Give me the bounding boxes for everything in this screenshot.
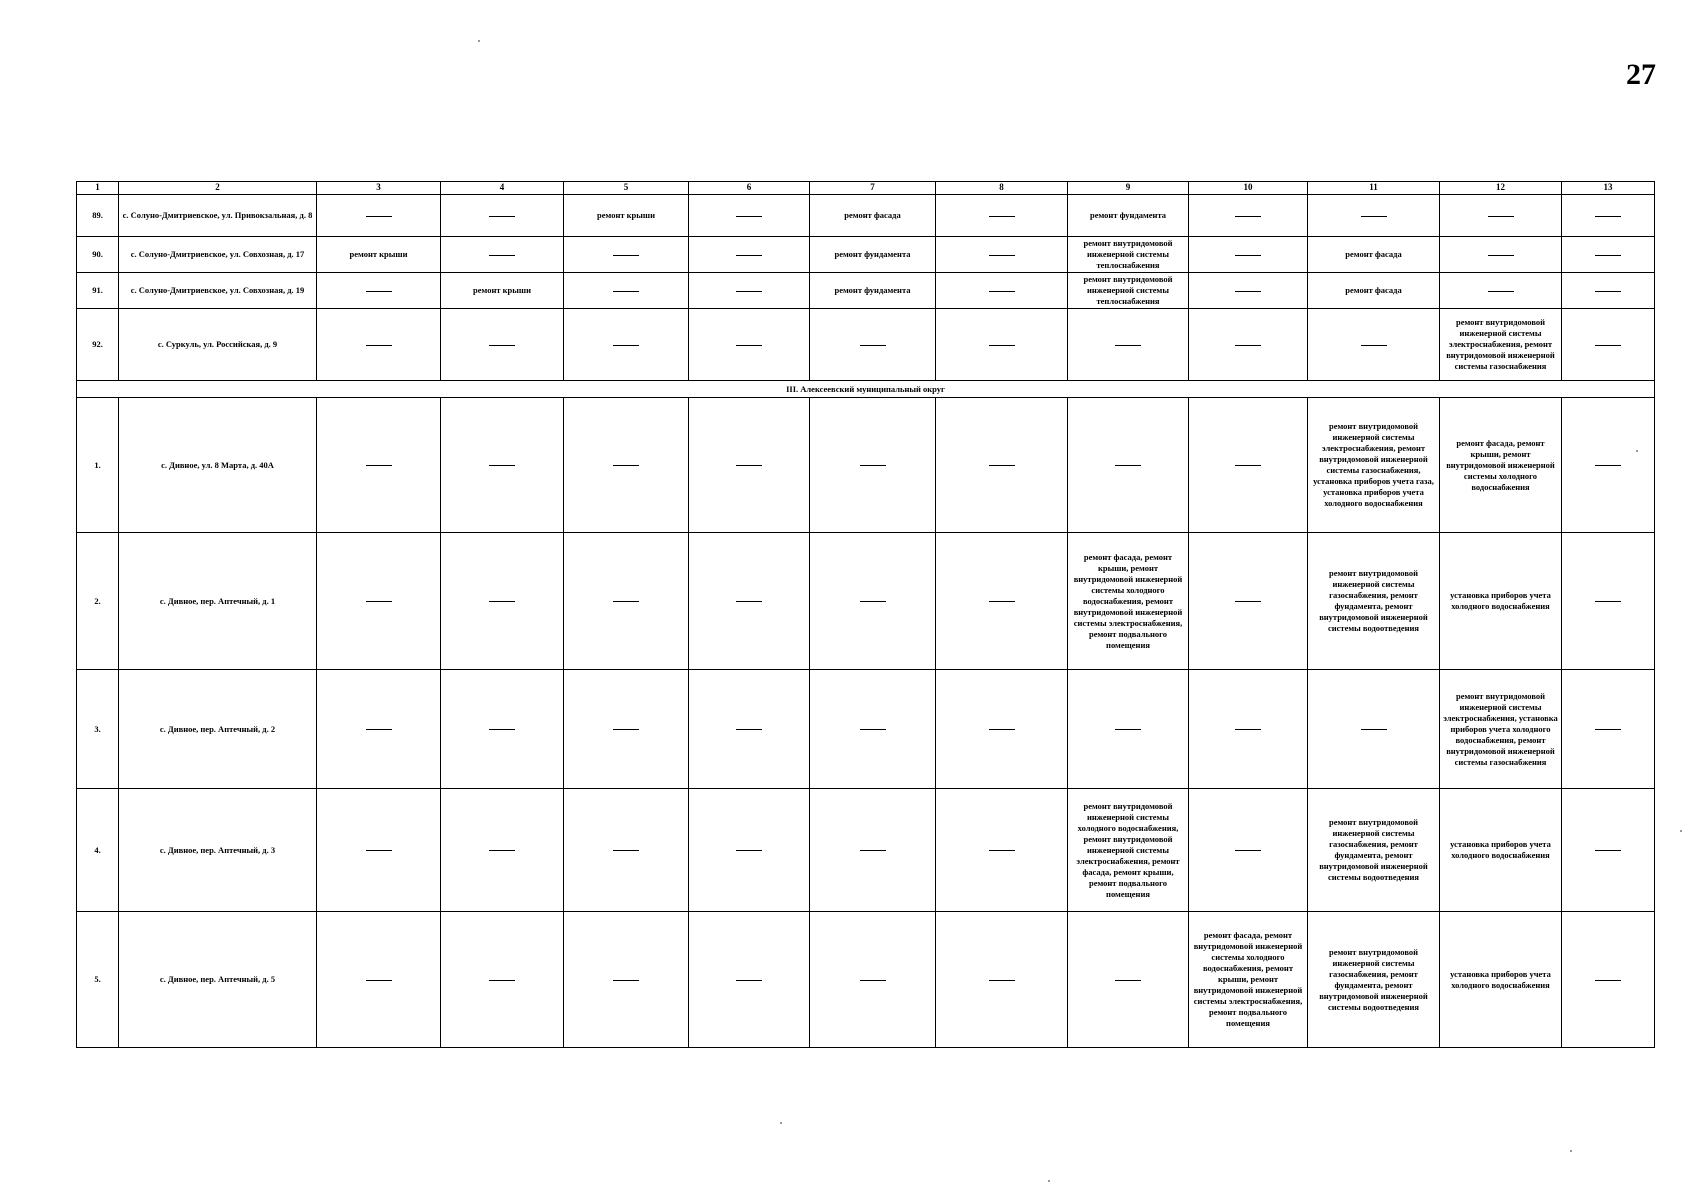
section-row [77,381,1655,398]
dash-mark [989,601,1015,602]
address-cell: с. Солуно-Дмитриевское, ул. Совхозная, д. 19 [119,273,317,309]
empty-cell [1189,398,1308,533]
empty-cell [689,309,810,381]
row-number: 4. [77,789,119,912]
empty-cell [1562,670,1655,789]
dash-mark [366,345,392,346]
column-header: 3 [317,182,441,195]
table-row [77,912,1655,1048]
dash-mark [613,465,639,466]
column-header: 1 [77,182,119,195]
dash-mark [736,255,762,256]
empty-cell [1308,670,1440,789]
dash-mark [736,345,762,346]
empty-cell [1440,195,1562,237]
dash-mark [613,980,639,981]
empty-cell [1562,237,1655,273]
empty-cell [936,273,1068,309]
empty-cell [1562,398,1655,533]
dash-mark [489,601,515,602]
dash-mark [1361,216,1387,217]
table-row [77,309,1655,381]
empty-cell [564,309,689,381]
empty-cell [810,533,936,670]
dash-mark [1235,465,1261,466]
dash-mark [366,465,392,466]
dash-mark [1235,729,1261,730]
dash-mark [1235,601,1261,602]
table-body-part2 [77,398,1655,1048]
empty-cell [689,789,810,912]
empty-cell [1068,398,1189,533]
empty-cell [1189,237,1308,273]
column-header: 11 [1308,182,1440,195]
empty-cell [936,789,1068,912]
work-type-cell: ремонт внутридомовой инженерной системы газоснабжения, ремонт фундамента, ремонт внутридомовой инженерной системы водоотведения [1308,912,1440,1048]
dash-mark [1488,291,1514,292]
empty-cell [441,237,564,273]
scan-speck [1570,1150,1572,1152]
empty-cell [936,195,1068,237]
row-number: 92. [77,309,119,381]
empty-cell [1068,912,1189,1048]
column-number-header-row [77,182,1655,195]
dash-mark [860,850,886,851]
empty-cell [936,912,1068,1048]
dash-mark [1595,601,1621,602]
column-header: 5 [564,182,689,195]
empty-cell [441,195,564,237]
empty-cell [1562,273,1655,309]
dash-mark [736,601,762,602]
dash-mark [613,291,639,292]
dash-mark [1115,980,1141,981]
empty-cell [936,237,1068,273]
page-number: 27 [1626,58,1656,91]
column-header: 12 [1440,182,1562,195]
table-row [77,195,1655,237]
address-cell: с. Дивное, ул. 8 Марта, д. 40А [119,398,317,533]
work-type-cell: ремонт фасада [1308,237,1440,273]
row-number: 5. [77,912,119,1048]
address-cell: с. Суркуль, ул. Российская, д. 9 [119,309,317,381]
empty-cell [936,670,1068,789]
column-header: 13 [1562,182,1655,195]
dash-mark [860,601,886,602]
empty-cell [564,533,689,670]
empty-cell [564,273,689,309]
work-type-cell: ремонт фасада, ремонт крыши, ремонт внутридомовой инженерной системы холодного водоснабжения [1440,398,1562,533]
dash-mark [1235,291,1261,292]
empty-cell [1068,670,1189,789]
empty-cell [1189,533,1308,670]
dash-mark [366,729,392,730]
empty-cell [936,398,1068,533]
row-number: 90. [77,237,119,273]
dash-mark [989,216,1015,217]
dash-mark [989,850,1015,851]
empty-cell [564,912,689,1048]
address-cell: с. Солуно-Дмитриевское, ул. Совхозная, д. 17 [119,237,317,273]
address-cell: с. Дивное, пер. Аптечный, д. 3 [119,789,317,912]
empty-cell [689,912,810,1048]
empty-cell [317,195,441,237]
dash-mark [736,216,762,217]
address-cell: с. Солуно-Дмитриевское, ул. Привокзальная, д. 8 [119,195,317,237]
address-cell: с. Дивное, пер. Аптечный, д. 5 [119,912,317,1048]
empty-cell [564,237,689,273]
dash-mark [366,601,392,602]
empty-cell [1308,309,1440,381]
dash-mark [1595,729,1621,730]
empty-cell [441,789,564,912]
dash-mark [989,729,1015,730]
empty-cell [689,398,810,533]
dash-mark [489,465,515,466]
dash-mark [1361,345,1387,346]
dash-mark [1115,345,1141,346]
empty-cell [1189,670,1308,789]
dash-mark [489,216,515,217]
dash-mark [1595,291,1621,292]
dash-mark [736,465,762,466]
empty-cell [1562,195,1655,237]
dash-mark [1115,729,1141,730]
dash-mark [1115,465,1141,466]
empty-cell [441,670,564,789]
empty-cell [317,912,441,1048]
empty-cell [564,670,689,789]
scan-speck [780,1122,782,1124]
work-type-cell: ремонт крыши [441,273,564,309]
empty-cell [810,789,936,912]
table-body-part1 [77,195,1655,381]
work-type-cell: ремонт внутридомовой инженерной системы электроснабжения, установка приборов учета холодного водоснабжения, ремонт внутридомовой инженерной системы газоснабжения [1440,670,1562,789]
work-type-cell: установка приборов учета холодного водоснабжения [1440,533,1562,670]
dash-mark [736,729,762,730]
table-row [77,533,1655,670]
scan-speck [1048,1180,1050,1182]
dash-mark [613,345,639,346]
empty-cell [810,398,936,533]
address-cell: с. Дивное, пер. Аптечный, д. 1 [119,533,317,670]
work-type-cell: ремонт внутридомовой инженерной системы теплоснабжения [1068,237,1189,273]
empty-cell [317,789,441,912]
dash-mark [366,850,392,851]
empty-cell [1308,195,1440,237]
dash-mark [860,729,886,730]
empty-cell [936,309,1068,381]
dash-mark [366,980,392,981]
empty-cell [441,398,564,533]
dash-mark [489,850,515,851]
scan-speck [1680,830,1682,832]
empty-cell [317,670,441,789]
row-number: 3. [77,670,119,789]
scan-speck [1636,450,1638,452]
table-row [77,273,1655,309]
column-header: 6 [689,182,810,195]
work-type-cell: ремонт фундамента [810,237,936,273]
empty-cell [1068,309,1189,381]
empty-cell [317,398,441,533]
column-header: 10 [1189,182,1308,195]
empty-cell [1189,273,1308,309]
empty-cell [441,533,564,670]
dash-mark [989,345,1015,346]
empty-cell [810,912,936,1048]
work-type-cell: ремонт фасада, ремонт крыши, ремонт внутридомовой инженерной системы холодного водоснабжения, ремонт внутридомовой инженерной системы электроснабжения, ремонт подвального помещения [1068,533,1189,670]
row-number: 91. [77,273,119,309]
dash-mark [989,255,1015,256]
row-number: 89. [77,195,119,237]
empty-cell [936,533,1068,670]
dash-mark [736,980,762,981]
empty-cell [441,912,564,1048]
dash-mark [1361,729,1387,730]
work-type-cell: ремонт внутридомовой инженерной системы электроснабжения, ремонт внутридомовой инженерной системы газоснабжения, установка приборов учета газа, установка приборов учета холодного водоснабжения [1308,398,1440,533]
dash-mark [613,729,639,730]
empty-cell [1562,309,1655,381]
empty-cell [689,670,810,789]
work-type-cell: ремонт внутридомовой инженерной системы электроснабжения, ремонт внутридомовой инженерной системы газоснабжения [1440,309,1562,381]
work-type-cell: установка приборов учета холодного водоснабжения [1440,789,1562,912]
dash-mark [1595,255,1621,256]
dash-mark [489,980,515,981]
table-row [77,398,1655,533]
table-row [77,789,1655,912]
work-type-cell: ремонт фундамента [810,273,936,309]
empty-cell [1189,195,1308,237]
column-header: 2 [119,182,317,195]
work-type-cell: ремонт внутридомовой инженерной системы газоснабжения, ремонт фундамента, ремонт внутридомовой инженерной системы водоотведения [1308,533,1440,670]
column-header: 8 [936,182,1068,195]
dash-mark [366,291,392,292]
section-title: III. Алексеевский муниципальный округ [77,381,1655,398]
dash-mark [860,345,886,346]
empty-cell [1189,789,1308,912]
empty-cell [1189,309,1308,381]
empty-cell [441,309,564,381]
work-type-cell: ремонт фасада [1308,273,1440,309]
empty-cell [564,789,689,912]
dash-mark [860,980,886,981]
work-type-cell: ремонт фасада, ремонт внутридомовой инженерной системы холодного водоснабжения, ремонт крыши, ремонт внутридомовой инженерной системы электроснабжения, ремонт подвального помещения [1189,912,1308,1048]
dash-mark [736,850,762,851]
dash-mark [613,601,639,602]
row-number: 2. [77,533,119,670]
work-type-cell: ремонт внутридомовой инженерной системы газоснабжения, ремонт фундамента, ремонт внутридомовой инженерной системы водоотведения [1308,789,1440,912]
dash-mark [489,255,515,256]
dash-mark [1235,216,1261,217]
empty-cell [689,273,810,309]
work-type-cell: установка приборов учета холодного водоснабжения [1440,912,1562,1048]
empty-cell [810,309,936,381]
empty-cell [317,309,441,381]
empty-cell [1562,789,1655,912]
work-type-cell: ремонт крыши [317,237,441,273]
dash-mark [489,345,515,346]
work-type-cell: ремонт внутридомовой инженерной системы теплоснабжения [1068,273,1189,309]
dash-mark [613,255,639,256]
dash-mark [1235,255,1261,256]
dash-mark [1235,345,1261,346]
empty-cell [564,398,689,533]
dash-mark [1595,465,1621,466]
column-header: 9 [1068,182,1189,195]
table-row [77,237,1655,273]
dash-mark [989,465,1015,466]
dash-mark [989,980,1015,981]
empty-cell [1562,533,1655,670]
empty-cell [317,533,441,670]
dash-mark [1595,980,1621,981]
column-header: 4 [441,182,564,195]
dash-mark [989,291,1015,292]
empty-cell [689,533,810,670]
dash-mark [613,850,639,851]
table-row [77,670,1655,789]
column-header: 7 [810,182,936,195]
row-number: 1. [77,398,119,533]
empty-cell [810,670,936,789]
dash-mark [860,465,886,466]
empty-cell [689,195,810,237]
dash-mark [736,291,762,292]
dash-mark [1595,216,1621,217]
work-type-cell: ремонт фасада [810,195,936,237]
dash-mark [366,216,392,217]
dash-mark [489,729,515,730]
empty-cell [1440,273,1562,309]
empty-cell [1562,912,1655,1048]
dash-mark [1235,850,1261,851]
work-type-cell: ремонт крыши [564,195,689,237]
work-type-cell: ремонт фундамента [1068,195,1189,237]
empty-cell [317,273,441,309]
work-type-cell: ремонт внутридомовой инженерной системы холодного водоснабжения, ремонт внутридомовой инженерной системы электроснабжения, ремонт фасада, ремонт крыши, ремонт подвального помещения [1068,789,1189,912]
repair-schedule-table [76,181,1655,1048]
address-cell: с. Дивное, пер. Аптечный, д. 2 [119,670,317,789]
empty-cell [689,237,810,273]
dash-mark [1488,255,1514,256]
dash-mark [1488,216,1514,217]
dash-mark [1595,345,1621,346]
scan-speck [478,40,480,42]
dash-mark [1595,850,1621,851]
empty-cell [1440,237,1562,273]
